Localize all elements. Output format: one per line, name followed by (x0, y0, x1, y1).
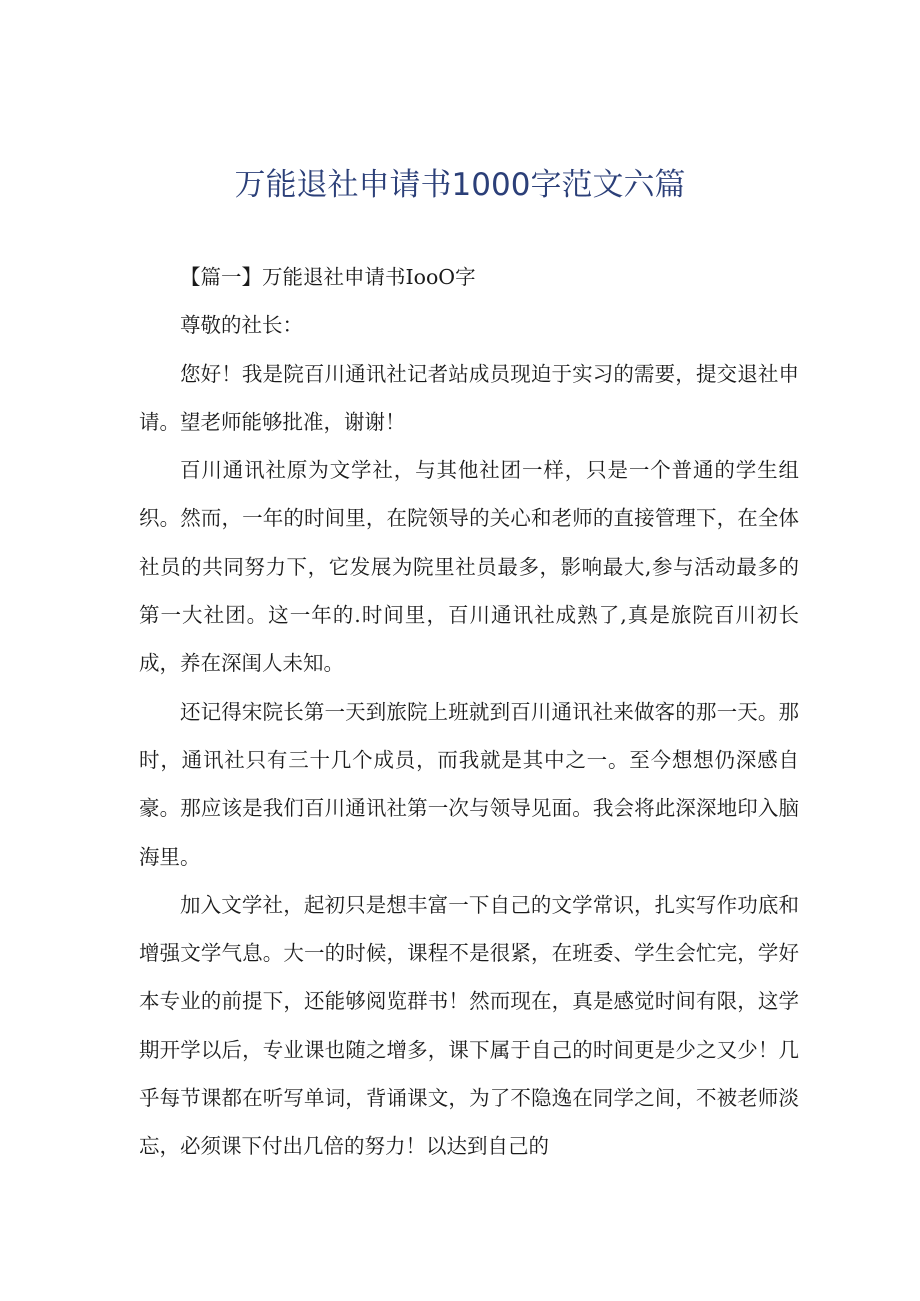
document-body (139, 253, 799, 1171)
body-paragraph-4: 加入文学社，起初只是想丰富一下自己的文学常识，扎实写作功底和增强文学气息。大一的时候，课程不是很紧，在班委、学生会忙完，学好本专业的前提下，还能够阅览群书！然而现在，真是感觉时间有限，这学期开学以后，专业课也随之增多，课下属于自己的时间更是少之又少！几乎每节课都在听写单词，背诵课文，为了不隐逸在同学之间，不被老师淡忘，必须课下付出几倍的努力！以达到自己的 (139, 892, 799, 1159)
document-title: 万能退社申请书1000字范文六篇 (234, 167, 686, 203)
body-paragraph-2: 百川通讯社原为文学社，与其他社团一样，只是一个普通的学生组织。然而，一年的时间里，在院领导的关心和老师的直接管理下，在全体社员的共同努力下，它发展为院里社员最多，影响最大,参与活动最多的第一大社团。这一年的.时间里，百川通讯社成熟了,真是旅院百川初长成，养在深闺人未知。 (139, 458, 799, 676)
body-paragraph-3: 还记得宋院长第一天到旅院上班就到百川通讯社来做客的那一天。那时，通讯社只有三十几个成员，而我就是其中之一。至今想想仍深感自豪。那应该是我们百川通讯社第一次与领导见面。我会将此深深地印入脑海里。 (139, 699, 799, 869)
section-heading: 【篇一】万能退社申请书IooO字 (180, 265, 476, 289)
body-paragraph-1: 您好！我是院百川通讯社记者站成员现迫于实习的需要，提交退社申请。望老师能够批准，谢谢！ (139, 361, 799, 434)
salutation: 尊敬的社长： (180, 313, 303, 338)
